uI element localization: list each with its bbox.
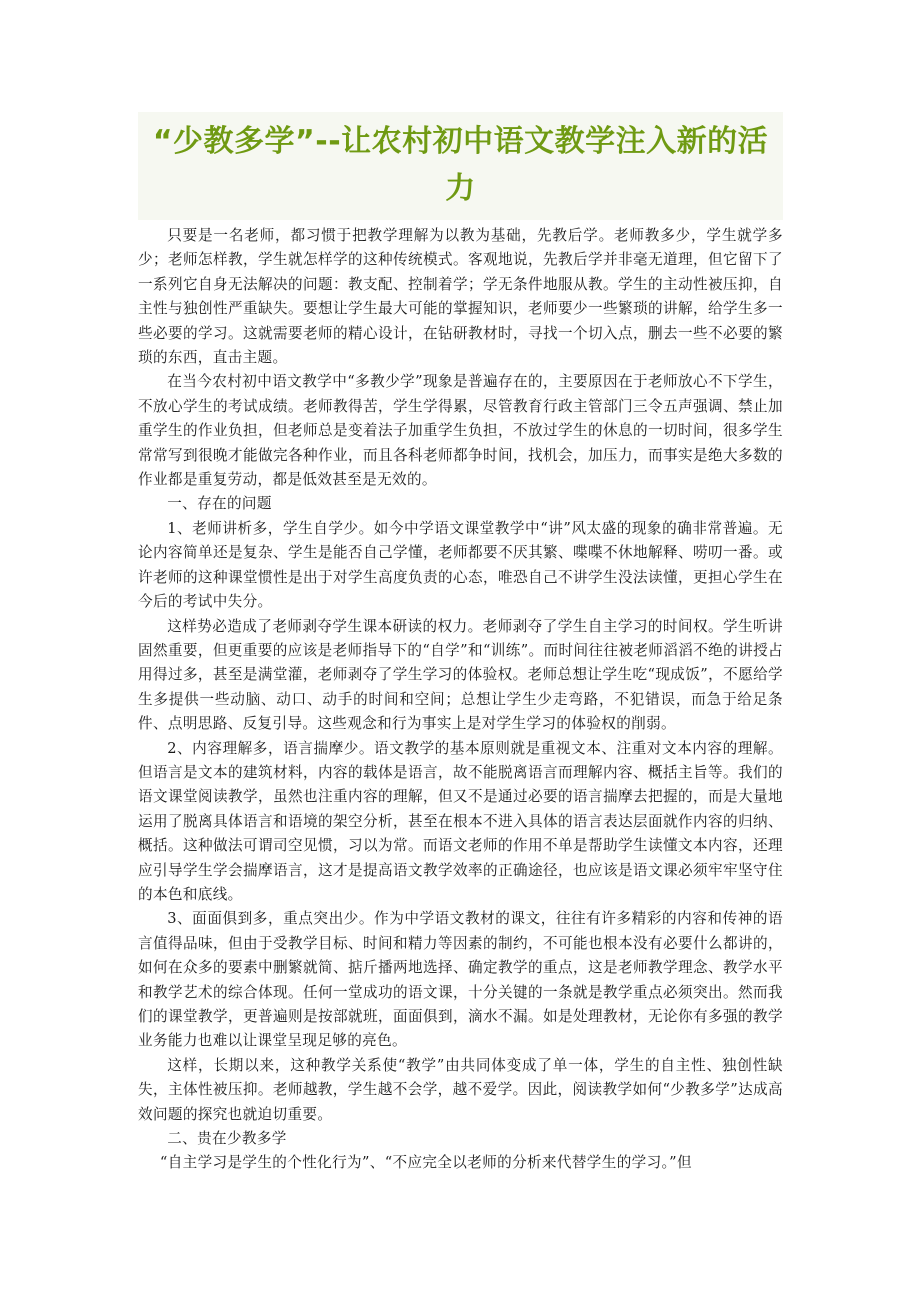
paragraph-problem-3: 3、面面俱到多，重点突出少。作为中学语文教材的课文，往往有许多精彩的内容和传神的语言值得品味，但由于受教学目标、时间和精力等因素的制约，不可能也根本没有必要什么都讲的，如何在众多的要素中删繁就简、掂斤播两地选择、确定教学的重点，这是老师教学理念、教学水平和教学艺术的综合体现。任何一堂成功的语文课，十分关键的一条就是教学重点必须突出。然而我们的课堂教学，更普遍则是按部就班，面面俱到，滴水不漏。如是处理教材，无论你有多强的教学业务能力也难以让课堂呈现足够的亮色。 [138, 910, 783, 1050]
section-heading-problems: 一、存在的问题 [167, 495, 272, 513]
paragraph-current-situation: 在当今农村初中语文教学中“多教少学”现象是普遍存在的，主要原因在于老师放心不下学生，不放心学生的考试成绩。老师教得苦，学生学得累，尽管教育行政主管部门三令五声强调、禁止加重学生的作业负担，但老师总是变着法子加重学生负担，不放过学生的休息的一切时间，很多学生常常写到很晚才能做完各种作业，而且各科老师都争时间，找机会，加压力，而事实是绝大多数的作业都是重复劳动，都是低效甚至是无效的。 [138, 373, 783, 489]
paragraph-quote: “自主学习是学生的个性化行为”、“不应完全以老师的分析来代替学生的学习。”但 [159, 1154, 692, 1172]
document-body [138, 224, 783, 1176]
paragraph-problem-1: 1、老师讲析多，学生自学少。如今中学语文课堂教学中“讲”风太盛的现象的确非常普遍。无论内容简单还是复杂、学生是能否自己学懂，老师都要不厌其繁、喋喋不休地解释、唠叨一番。或许老师的这种课堂惯性是出于对学生高度负责的心态，唯恐自己不讲学生没法读懂，更担心学生在今后的考试中失分。 [138, 519, 783, 611]
paragraph-summary: 这样，长期以来，这种教学关系使“教学”由共同体变成了单一体，学生的自主性、独创性缺失，主体性被压抑。老师越教，学生越不会学，越不爱学。因此，阅读教学如何“少教多学”达成高效问题的探究也就迫切重要。 [138, 1056, 783, 1123]
document-title: “少教多学”--让农村初中语文教学注入新的活力 [138, 112, 783, 220]
section-heading-less-teaching: 二、贵在少教多学 [167, 1130, 287, 1148]
paragraph-problem-1-detail: 这样势必造成了老师剥夺学生课本研读的权力。老师剥夺了学生自主学习的时间权。学生听讲固然重要，但更重要的应该是老师指导下的“自学”和“训练”。而时间往往被老师滔滔不绝的讲授占用得过多，甚至是满堂灌，老师剥夺了学生学习的体验权。老师总想让学生吃“现成饭”，不愿给学生多提供一些动脑、动口、动手的时间和空间；总想让学生少走弯路，不犯错误，而急于给足条件、点明思路、反复引导。这些观念和行为事实上是对学生学习的体验权的削弱。 [138, 617, 783, 733]
paragraph-intro: 只要是一名老师，都习惯于把教学理解为以教为基础，先教后学。老师教多少，学生就学多少；老师怎样教，学生就怎样学的这种传统模式。客观地说，先教后学并非毫无道理，但它留下了一系列它自身无法解决的问题：教支配、控制着学；学无条件地服从教。学生的主动性被压抑，自主性与独创性严重缺失。要想让学生最大可能的掌握知识，老师要少一些繁琐的讲解，给学生多一些必要的学习。这就需要老师的精心设计，在钻研教材时，寻找一个切入点，删去一些不必要的繁琐的东西，直击主题。 [138, 227, 783, 367]
paragraph-problem-2: 2、内容理解多，语言揣摩少。语文教学的基本原则就是重视文本、注重对文本内容的理解。但语言是文本的建筑材料，内容的载体是语言，故不能脱离语言而理解内容、概括主旨等。我们的语文课堂阅读教学，虽然也注重内容的理解，但又不是通过必要的语言揣摩去把握的，而是大量地运用了脱离具体语言和语境的架空分析，甚至在根本不进入具体的语言表达层面就作内容的归纳、概括。这种做法可谓司空见惯，习以为常。而语文老师的作用不单是帮助学生读懂文本内容，还理应引导学生学会揣摩语言，这才是提高语文教学效率的正确途径，也应该是语文课必须牢牢坚守住的本色和底线。 [138, 739, 783, 903]
document-page [138, 112, 783, 1176]
